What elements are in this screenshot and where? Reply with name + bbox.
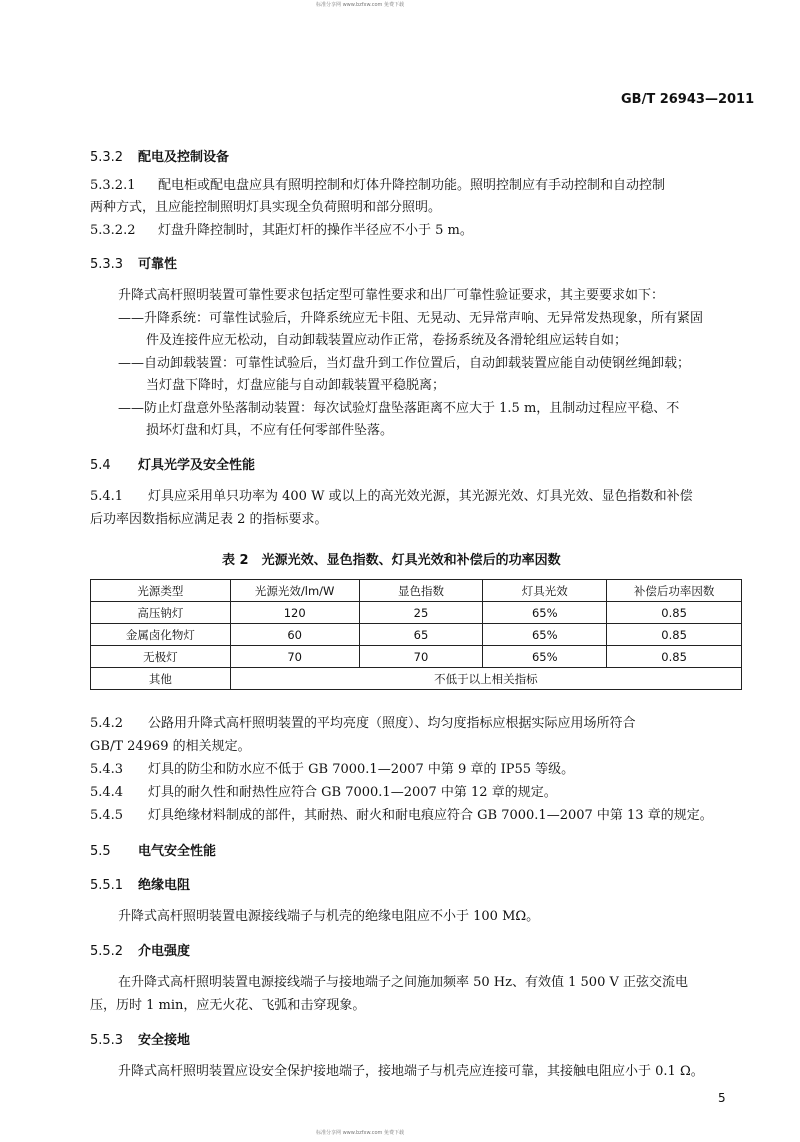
section-title: 介电强度 [138, 944, 191, 959]
table-cell: 65% [483, 646, 607, 668]
section-title: 灯具光学及安全性能 [138, 458, 256, 473]
section-title: 绝缘电阻 [138, 878, 191, 893]
dielectric-strength-text-cont: 压，历时 1 min，应无火花、飞弧和击穿现象。 [90, 998, 366, 1013]
reliability-intro: 升降式高杆照明装置可靠性要求包括定型可靠性要求和出厂可靠性验证要求，其主要要求如下： [118, 288, 665, 303]
section-title: 电气安全性能 [138, 844, 217, 859]
clause-text-continuation: 后功率因数指标应满足表 2 的指标要求。 [90, 512, 328, 527]
clause-5-4-5 [90, 806, 713, 826]
table-cell: 0.85 [607, 646, 742, 668]
table-cell: 高压钠灯 [91, 602, 231, 624]
clause-number: 5.4.1 [90, 489, 124, 504]
table-caption: 表 2 光源光效、显色指数、灯具光效和补偿后的功率因数 [222, 553, 561, 568]
clause-text-continuation: 两种方式，且应能控制照明灯具实现全负荷照明和部分照明。 [90, 200, 442, 215]
header-cell: 灯具光效 [483, 580, 607, 602]
table-header-row [91, 580, 742, 602]
table-cell: 金属卤化物灯 [91, 624, 231, 646]
safety-grounding-text: 升降式高杆照明装置应设安全保护接地端子，接地端子与机壳应连接可靠，其接触电阻应小于 0.1 Ω。 [118, 1064, 704, 1079]
section-number: 5.4 [90, 458, 111, 473]
clause-text: 灯具绝缘材料制成的部件，其耐热、耐火和耐电痕应符合 GB 7000.1—2007 中第 13 章的规定。 [148, 808, 713, 823]
table-cell: 65% [483, 602, 607, 624]
section-heading-5-5-3 [90, 1029, 190, 1048]
section-heading-5-5-1 [90, 874, 190, 893]
table-cell: 60 [230, 624, 359, 646]
section-number: 5.5.2 [90, 944, 124, 959]
bullet-fall-prevention-cont: 损坏灯盘和灯具，不应有任何零部件坠落。 [146, 423, 394, 438]
section-number: 5.5.1 [90, 878, 124, 893]
table-cell-merged: 不低于以上相关指标 [230, 668, 741, 690]
section-number: 5.5.3 [90, 1033, 124, 1048]
clause-5-3-2-2 [90, 221, 473, 241]
table-cell: 其他 [91, 668, 231, 690]
clause-number: 5.4.3 [90, 762, 124, 777]
section-title: 配电及控制设备 [138, 150, 230, 165]
section-heading-5-5-2 [90, 940, 190, 959]
section-number: 5.5 [90, 844, 111, 859]
clause-number: 5.3.2.1 [90, 178, 136, 193]
table-cell: 无极灯 [91, 646, 231, 668]
bullet-lifting-system: ——升降系统：可靠性试验后，升降系统应无卡阻、无晃动、无异常声响、无异常发热现象，所有紧固 [118, 311, 704, 326]
clause-5-3-2-1 [90, 176, 665, 196]
section-title: 可靠性 [138, 257, 178, 272]
section-heading-5-3-2 [90, 146, 229, 165]
clause-text: 灯具的耐久性和耐热性应符合 GB 7000.1—2007 中第 12 章的规定。 [148, 785, 557, 800]
clause-5-4-4 [90, 783, 557, 803]
table-cell: 70 [230, 646, 359, 668]
section-title: 安全接地 [138, 1033, 191, 1048]
header-cell: 补偿后功率因数 [607, 580, 742, 602]
bullet-auto-unload-cont: 当灯盘下降时，灯盘应能与自动卸载装置平稳脱离； [146, 378, 446, 393]
bottom-watermark: 标准分享网 www.bzfxw.com 免费下载 [316, 1130, 404, 1136]
bullet-auto-unload: ——自动卸载装置：可靠性试验后，当灯盘升到工作位置后，自动卸载装置应能自动使钢丝绳卸载； [118, 356, 691, 371]
table-row [91, 646, 742, 668]
header-cell: 光源类型 [91, 580, 231, 602]
clause-number: 5.3.2.2 [90, 223, 136, 238]
section-heading-5-5 [90, 840, 216, 859]
table-cell: 65% [483, 624, 607, 646]
table-cell: 120 [230, 602, 359, 624]
clause-text: 灯具的防尘和防水应不低于 GB 7000.1—2007 中第 9 章的 IP55 等级。 [148, 762, 575, 777]
section-heading-5-4 [90, 454, 255, 473]
clause-number: 5.4.2 [90, 716, 124, 731]
clause-number: 5.4.5 [90, 808, 124, 823]
bullet-lifting-system-cont: 件及连接件应无松动，自动卸载装置应动作正常，卷扬系统及各滑轮组应运转自如； [146, 333, 628, 348]
page-number: 5 [718, 1091, 726, 1105]
table-row [91, 602, 742, 624]
section-number: 5.3.2 [90, 150, 124, 165]
clause-5-4-2 [90, 714, 636, 734]
clause-text: 公路用升降式高杆照明装置的平均亮度（照度）、均匀度指标应根据实际应用场所符合 [148, 716, 636, 731]
table-cell: 0.85 [607, 624, 742, 646]
section-heading-5-3-3 [90, 253, 177, 272]
table-row-other [91, 668, 742, 690]
section-number: 5.3.3 [90, 257, 124, 272]
clause-text-continuation: GB/T 24969 的相关规定。 [90, 739, 251, 754]
clause-5-4-3 [90, 760, 574, 780]
table-cell: 65 [359, 624, 483, 646]
table-row [91, 624, 742, 646]
table-cell: 70 [359, 646, 483, 668]
header-cell: 光源光效/lm/W [230, 580, 359, 602]
clause-text: 灯具应采用单只功率为 400 W 或以上的高光效光源，其光源光效、灯具光效、显色指数和补偿 [148, 489, 693, 504]
standard-code: GB/T 26943—2011 [621, 92, 755, 107]
clause-text: 灯盘升降控制时，其距灯杆的操作半径应不小于 5 m。 [158, 223, 473, 238]
clause-text: 配电柜或配电盘应具有照明控制和灯体升降控制功能。照明控制应有手动控制和自动控制 [158, 178, 666, 193]
insulation-resistance-text: 升降式高杆照明装置电源接线端子与机壳的绝缘电阻应不小于 100 MΩ。 [118, 909, 540, 924]
dielectric-strength-text: 在升降式高杆照明装置电源接线端子与接地端子之间施加频率 50 Hz、有效值 1 500 V 正弦交流电 [118, 975, 688, 990]
top-watermark: 标准分享网 www.bzfxw.com 免费下载 [316, 2, 404, 8]
bullet-fall-prevention: ——防止灯盘意外坠落制动装置：每次试验灯盘坠落距离不应大于 1.5 m，且制动过程应平稳、不 [118, 401, 680, 416]
clause-number: 5.4.4 [90, 785, 124, 800]
table-cell: 25 [359, 602, 483, 624]
table-cell: 0.85 [607, 602, 742, 624]
clause-5-4-1 [90, 487, 693, 507]
lamp-performance-table [90, 579, 742, 690]
header-cell: 显色指数 [359, 580, 483, 602]
